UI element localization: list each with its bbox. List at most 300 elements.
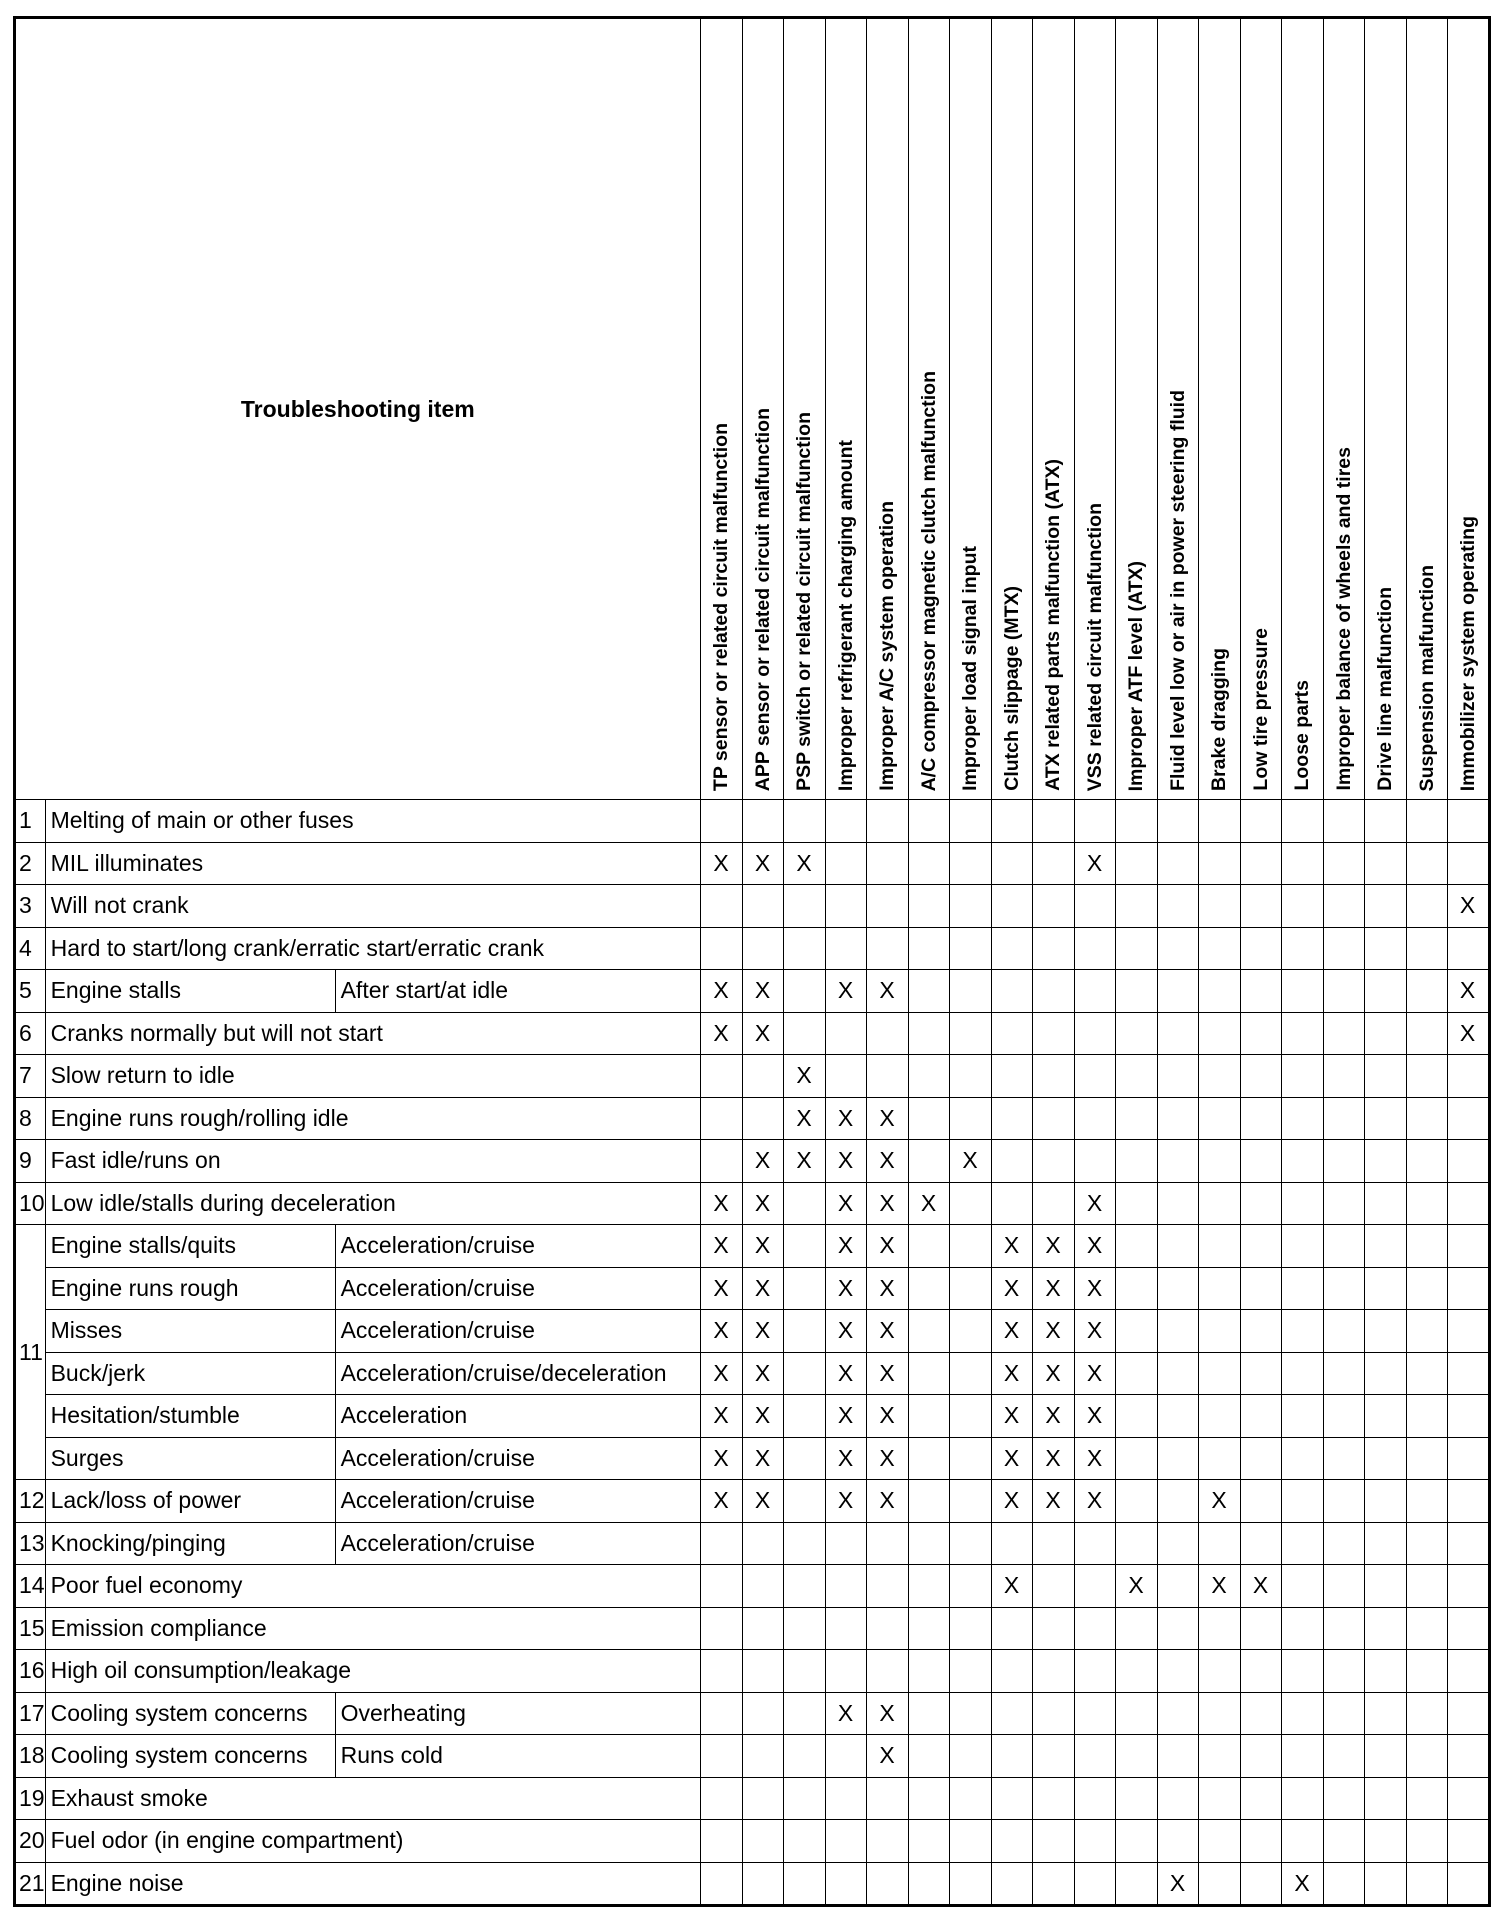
mark-cell: [1157, 1820, 1198, 1863]
mark-cell: X: [700, 842, 742, 885]
mark-cell: [1198, 1820, 1240, 1863]
mark-cell: X: [1032, 1267, 1074, 1310]
mark-cell: [1281, 1352, 1323, 1395]
mark-cell: [949, 1735, 991, 1778]
mark-cell: [783, 927, 825, 970]
mark-cell: [1406, 1310, 1447, 1353]
mark-cell: [700, 927, 742, 970]
mark-cell: [908, 1012, 949, 1055]
mark-cell: [1406, 1055, 1447, 1098]
mark-cell: [1281, 970, 1323, 1013]
table-row: [15, 1735, 1490, 1778]
mark-cell: [1364, 1225, 1406, 1268]
column-header: [866, 18, 908, 800]
mark-cell: [1198, 1310, 1240, 1353]
mark-cell: [1447, 1607, 1489, 1650]
mark-cell: [1074, 800, 1115, 843]
mark-cell: X: [991, 1352, 1032, 1395]
mark-cell: [1323, 927, 1364, 970]
mark-cell: [866, 1012, 908, 1055]
column-header: [1406, 18, 1447, 800]
mark-cell: [700, 1607, 742, 1650]
mark-cell: [1115, 885, 1157, 928]
mark-cell: [1406, 1267, 1447, 1310]
mark-cell: [949, 1012, 991, 1055]
mark-cell: [1032, 1140, 1074, 1183]
mark-cell: [866, 1862, 908, 1906]
mark-cell: [1032, 927, 1074, 970]
mark-cell: X: [783, 1140, 825, 1183]
row-number: 10: [15, 1182, 46, 1225]
row-number: 6: [15, 1012, 46, 1055]
mark-cell: X: [1074, 1480, 1115, 1523]
mark-cell: [1364, 1607, 1406, 1650]
column-header-label: Fluid level low or air in power steering fluid: [1166, 390, 1189, 791]
table-row: [15, 1395, 1490, 1438]
row-item: Misses: [45, 1310, 335, 1353]
mark-cell: [1406, 970, 1447, 1013]
mark-cell: [1281, 1650, 1323, 1693]
row-number: 13: [15, 1522, 46, 1565]
mark-cell: [991, 1182, 1032, 1225]
mark-cell: [1157, 800, 1198, 843]
mark-cell: [1074, 1862, 1115, 1906]
table-row: [15, 1480, 1490, 1523]
mark-cell: [1364, 1310, 1406, 1353]
mark-cell: [866, 1607, 908, 1650]
row-number: 2: [15, 842, 46, 885]
column-header: [1198, 18, 1240, 800]
mark-cell: X: [742, 970, 783, 1013]
mark-cell: [1240, 1352, 1281, 1395]
mark-cell: [1240, 1862, 1281, 1906]
mark-cell: X: [825, 1437, 866, 1480]
mark-cell: [1281, 1735, 1323, 1778]
mark-cell: X: [1447, 1012, 1489, 1055]
row-item: Surges: [45, 1437, 335, 1480]
mark-cell: [1157, 1055, 1198, 1098]
mark-cell: [1157, 1437, 1198, 1480]
mark-cell: [783, 1480, 825, 1523]
mark-cell: [1323, 800, 1364, 843]
mark-cell: [1406, 1607, 1447, 1650]
mark-cell: [1198, 1862, 1240, 1906]
mark-cell: X: [866, 1437, 908, 1480]
mark-cell: [825, 1862, 866, 1906]
column-header: [991, 18, 1032, 800]
mark-cell: [1032, 1692, 1074, 1735]
mark-cell: [742, 1692, 783, 1735]
mark-cell: [1032, 1650, 1074, 1693]
mark-cell: [1406, 885, 1447, 928]
mark-cell: [1406, 1012, 1447, 1055]
mark-cell: [1115, 1480, 1157, 1523]
mark-cell: X: [1074, 1182, 1115, 1225]
mark-cell: [783, 1862, 825, 1906]
mark-cell: [1115, 927, 1157, 970]
mark-cell: [1198, 885, 1240, 928]
column-header-label: Improper load signal input: [959, 546, 982, 791]
mark-cell: [1406, 1395, 1447, 1438]
mark-cell: [1323, 1522, 1364, 1565]
mark-cell: X: [825, 1097, 866, 1140]
column-header-label: Improper A/C system operation: [876, 501, 899, 791]
mark-cell: [1323, 1395, 1364, 1438]
mark-cell: X: [866, 1395, 908, 1438]
mark-cell: [700, 1735, 742, 1778]
mark-cell: [1281, 1012, 1323, 1055]
mark-cell: [949, 800, 991, 843]
mark-cell: [1323, 1267, 1364, 1310]
mark-cell: [1364, 800, 1406, 843]
mark-cell: [1406, 1140, 1447, 1183]
mark-cell: [1198, 1735, 1240, 1778]
mark-cell: [1406, 1182, 1447, 1225]
mark-cell: [908, 1522, 949, 1565]
mark-cell: X: [742, 842, 783, 885]
mark-cell: [1323, 1055, 1364, 1098]
mark-cell: [908, 1097, 949, 1140]
mark-cell: [1115, 1607, 1157, 1650]
mark-cell: X: [742, 1140, 783, 1183]
mark-cell: [991, 1692, 1032, 1735]
column-header: [1364, 18, 1406, 800]
mark-cell: X: [1032, 1225, 1074, 1268]
mark-cell: [991, 970, 1032, 1013]
mark-cell: [1198, 1522, 1240, 1565]
mark-cell: [1115, 1862, 1157, 1906]
mark-cell: X: [700, 1437, 742, 1480]
column-header-label: APP sensor or related circuit malfunction: [751, 407, 774, 791]
mark-cell: [991, 1862, 1032, 1906]
column-header: [1281, 18, 1323, 800]
mark-cell: [1240, 1607, 1281, 1650]
mark-cell: [949, 842, 991, 885]
row-item: Emission compliance: [45, 1607, 700, 1650]
mark-cell: [1032, 1565, 1074, 1608]
mark-cell: X: [991, 1480, 1032, 1523]
mark-cell: X: [991, 1565, 1032, 1608]
mark-cell: X: [825, 1140, 866, 1183]
column-header-label: Improper refrigerant charging amount: [834, 439, 857, 791]
mark-cell: [1074, 1140, 1115, 1183]
mark-cell: [783, 1820, 825, 1863]
mark-cell: [1157, 1735, 1198, 1778]
mark-cell: [1198, 1055, 1240, 1098]
mark-cell: [1281, 1055, 1323, 1098]
row-condition: After start/at idle: [335, 970, 700, 1013]
column-header: [1074, 18, 1115, 800]
mark-cell: [1447, 1862, 1489, 1906]
mark-cell: [1364, 1480, 1406, 1523]
mark-cell: X: [700, 970, 742, 1013]
mark-cell: [1447, 842, 1489, 885]
mark-cell: [1115, 1310, 1157, 1353]
mark-cell: [1240, 1395, 1281, 1438]
mark-cell: [1364, 1565, 1406, 1608]
mark-cell: [1364, 885, 1406, 928]
mark-cell: X: [742, 1437, 783, 1480]
mark-cell: [1115, 1820, 1157, 1863]
mark-cell: [1364, 1862, 1406, 1906]
mark-cell: X: [949, 1140, 991, 1183]
mark-cell: X: [700, 1267, 742, 1310]
mark-cell: [1240, 1777, 1281, 1820]
mark-cell: [1157, 842, 1198, 885]
row-item: Lack/loss of power: [45, 1480, 335, 1523]
mark-cell: [1240, 1650, 1281, 1693]
mark-cell: [825, 1607, 866, 1650]
mark-cell: [949, 1480, 991, 1523]
row-number: 5: [15, 970, 46, 1013]
column-header-label: Low tire pressure: [1249, 628, 1272, 791]
mark-cell: X: [1281, 1862, 1323, 1906]
mark-cell: [1323, 1310, 1364, 1353]
column-header: [742, 18, 783, 800]
mark-cell: [783, 1182, 825, 1225]
mark-cell: [908, 1352, 949, 1395]
mark-cell: [1406, 1225, 1447, 1268]
mark-cell: [1406, 1862, 1447, 1906]
mark-cell: [825, 885, 866, 928]
mark-cell: [949, 1225, 991, 1268]
mark-cell: [908, 842, 949, 885]
row-number: 1: [15, 800, 46, 843]
mark-cell: [1198, 1650, 1240, 1693]
column-header: [1115, 18, 1157, 800]
mark-cell: [1157, 1225, 1198, 1268]
mark-cell: X: [700, 1310, 742, 1353]
column-header: [825, 18, 866, 800]
mark-cell: X: [866, 1182, 908, 1225]
mark-cell: [742, 1522, 783, 1565]
row-item: Cranks normally but will not start: [45, 1012, 700, 1055]
row-condition: Acceleration/cruise: [335, 1437, 700, 1480]
mark-cell: [866, 1055, 908, 1098]
mark-cell: [908, 800, 949, 843]
mark-cell: [1281, 1097, 1323, 1140]
table-row: [15, 1565, 1490, 1608]
mark-cell: X: [700, 1480, 742, 1523]
mark-cell: X: [742, 1480, 783, 1523]
mark-cell: [1406, 1735, 1447, 1778]
row-number: 3: [15, 885, 46, 928]
mark-cell: [1323, 1182, 1364, 1225]
row-item: Fast idle/runs on: [45, 1140, 700, 1183]
mark-cell: [1157, 1097, 1198, 1140]
table-row: [15, 1777, 1490, 1820]
mark-cell: [1198, 1182, 1240, 1225]
mark-cell: [866, 1565, 908, 1608]
row-condition: Overheating: [335, 1692, 700, 1735]
mark-cell: [1323, 1352, 1364, 1395]
mark-cell: X: [991, 1267, 1032, 1310]
mark-cell: [1074, 885, 1115, 928]
mark-cell: [1447, 800, 1489, 843]
mark-cell: [742, 1650, 783, 1693]
mark-cell: [1032, 1012, 1074, 1055]
mark-cell: [825, 1650, 866, 1693]
mark-cell: [1323, 1097, 1364, 1140]
mark-cell: [1240, 1310, 1281, 1353]
column-header: [949, 18, 991, 800]
mark-cell: [1198, 1692, 1240, 1735]
mark-cell: [866, 1650, 908, 1693]
mark-cell: X: [866, 970, 908, 1013]
column-header: [1447, 18, 1489, 800]
mark-cell: [742, 1607, 783, 1650]
mark-cell: [1364, 1352, 1406, 1395]
mark-cell: [1323, 1437, 1364, 1480]
mark-cell: [1364, 1140, 1406, 1183]
mark-cell: [1115, 1437, 1157, 1480]
mark-cell: [1364, 970, 1406, 1013]
mark-cell: [742, 800, 783, 843]
mark-cell: [1074, 970, 1115, 1013]
mark-cell: [949, 1267, 991, 1310]
mark-cell: [1074, 1097, 1115, 1140]
mark-cell: [1447, 1140, 1489, 1183]
mark-cell: X: [1074, 1437, 1115, 1480]
row-item: Engine runs rough/rolling idle: [45, 1097, 700, 1140]
mark-cell: [1240, 1437, 1281, 1480]
mark-cell: [908, 1607, 949, 1650]
mark-cell: [783, 1012, 825, 1055]
row-condition: Acceleration/cruise: [335, 1267, 700, 1310]
mark-cell: [1157, 1692, 1198, 1735]
mark-cell: [1364, 1777, 1406, 1820]
mark-cell: [1364, 1692, 1406, 1735]
mark-cell: X: [1074, 1310, 1115, 1353]
mark-cell: [908, 1735, 949, 1778]
mark-cell: [1447, 1692, 1489, 1735]
row-number: 21: [15, 1862, 46, 1906]
mark-cell: [742, 1820, 783, 1863]
mark-cell: [1198, 1140, 1240, 1183]
table-row: [15, 1055, 1490, 1098]
mark-cell: [1115, 842, 1157, 885]
mark-cell: [1240, 1182, 1281, 1225]
row-number: 4: [15, 927, 46, 970]
mark-cell: [1323, 1140, 1364, 1183]
mark-cell: [949, 1820, 991, 1863]
mark-cell: [700, 1097, 742, 1140]
mark-cell: [1032, 800, 1074, 843]
mark-cell: X: [866, 1352, 908, 1395]
mark-cell: [1281, 800, 1323, 843]
row-item: Slow return to idle: [45, 1055, 700, 1098]
mark-cell: [783, 1395, 825, 1438]
column-header-label: Improper ATF level (ATX): [1125, 560, 1148, 791]
mark-cell: [783, 1310, 825, 1353]
mark-cell: [1323, 1862, 1364, 1906]
mark-cell: X: [866, 1480, 908, 1523]
mark-cell: [1323, 885, 1364, 928]
mark-cell: [991, 800, 1032, 843]
mark-cell: [1115, 1225, 1157, 1268]
mark-cell: [700, 1565, 742, 1608]
row-item: Buck/jerk: [45, 1352, 335, 1395]
mark-cell: [866, 1522, 908, 1565]
column-header: [700, 18, 742, 800]
mark-cell: [1074, 1692, 1115, 1735]
mark-cell: X: [700, 1012, 742, 1055]
mark-cell: X: [825, 1225, 866, 1268]
mark-cell: [1281, 1820, 1323, 1863]
troubleshooting-table: [13, 16, 1491, 1907]
mark-cell: [1406, 1565, 1447, 1608]
mark-cell: [908, 1437, 949, 1480]
mark-cell: [1240, 1055, 1281, 1098]
mark-cell: [1406, 1352, 1447, 1395]
mark-cell: [1447, 1310, 1489, 1353]
mark-cell: X: [991, 1310, 1032, 1353]
mark-cell: [1115, 1395, 1157, 1438]
mark-cell: X: [742, 1310, 783, 1353]
mark-cell: [949, 1310, 991, 1353]
row-number: 16: [15, 1650, 46, 1693]
table-row: [15, 1012, 1490, 1055]
mark-cell: [949, 1692, 991, 1735]
mark-cell: [1032, 970, 1074, 1013]
mark-cell: [1032, 1820, 1074, 1863]
mark-cell: [991, 1097, 1032, 1140]
mark-cell: [1281, 1310, 1323, 1353]
mark-cell: [908, 885, 949, 928]
mark-cell: [1281, 1522, 1323, 1565]
mark-cell: [1115, 1012, 1157, 1055]
column-header: [783, 18, 825, 800]
mark-cell: [1364, 1182, 1406, 1225]
mark-cell: [783, 1352, 825, 1395]
mark-cell: [949, 1650, 991, 1693]
column-header: [1157, 18, 1198, 800]
mark-cell: [1447, 927, 1489, 970]
row-item: High oil consumption/leakage: [45, 1650, 700, 1693]
mark-cell: [783, 1437, 825, 1480]
mark-cell: X: [866, 1267, 908, 1310]
mark-cell: [700, 1522, 742, 1565]
mark-cell: [825, 1565, 866, 1608]
mark-cell: [1115, 1650, 1157, 1693]
mark-cell: [1198, 1352, 1240, 1395]
row-item: Engine noise: [45, 1862, 700, 1906]
mark-cell: [1323, 1480, 1364, 1523]
mark-cell: [866, 1777, 908, 1820]
row-condition: Acceleration: [335, 1395, 700, 1438]
mark-cell: [1240, 1820, 1281, 1863]
mark-cell: [949, 1395, 991, 1438]
mark-cell: [1074, 1522, 1115, 1565]
mark-cell: X: [825, 1692, 866, 1735]
mark-cell: [908, 1692, 949, 1735]
mark-cell: [1281, 1140, 1323, 1183]
table-row: [15, 800, 1490, 843]
mark-cell: [1115, 1777, 1157, 1820]
mark-cell: [783, 1692, 825, 1735]
row-item: Poor fuel economy: [45, 1565, 700, 1608]
mark-cell: [1281, 1267, 1323, 1310]
mark-cell: [825, 1777, 866, 1820]
table-row: [15, 1862, 1490, 1906]
mark-cell: [1281, 927, 1323, 970]
mark-cell: [1240, 927, 1281, 970]
mark-cell: [908, 1267, 949, 1310]
table-row: [15, 1607, 1490, 1650]
row-item: Cooling system concerns: [45, 1692, 335, 1735]
mark-cell: [1240, 800, 1281, 843]
mark-cell: [908, 1480, 949, 1523]
